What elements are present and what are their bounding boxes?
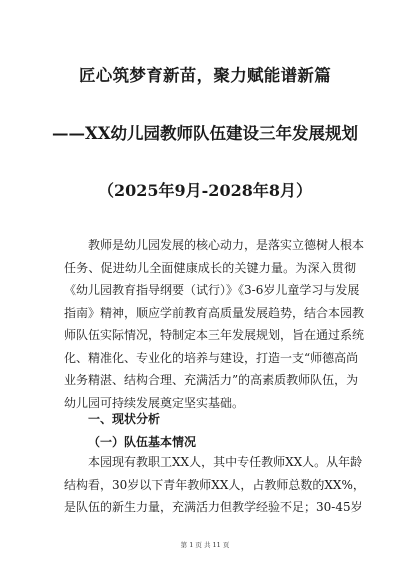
- document-date-range: （2025年9月-2028年8月）: [98, 181, 312, 200]
- document-title: 匠心筑梦育新苗，聚力赋能谱新篇: [79, 66, 331, 85]
- text-line: 《幼儿园教育指导纲要（试行）》《3-6岁儿童学习与发展: [64, 283, 360, 297]
- text-line: 指南》精神，顺应学前教育高质量发展趋势，结合本园教: [64, 305, 365, 320]
- text-line: 教师是幼儿园发展的核心动力，是落实立德树人根本: [88, 238, 365, 252]
- text-line: 结构看，30岁以下青年教师XX人，占教师总数的XX%，: [64, 477, 365, 492]
- text-line: 师队伍实际情况，特制定本三年发展规划，旨在通过系统: [64, 328, 365, 342]
- document-subtitle: ——XX幼儿园教师队伍建设三年发展规划: [51, 124, 359, 143]
- text-line: 本园现有教职工XX人，其中专任教师XX人。从年龄: [88, 455, 363, 469]
- section-heading: 一、现状分析: [88, 412, 161, 426]
- text-line: 业务精湛、结构合理、充满活力”的高素质教师队伍，为: [64, 373, 359, 387]
- text-line: 任务、促进幼儿全面健康成长的关键力量。为深入贯彻: [64, 260, 356, 275]
- text-line: 是队伍的新生力量，充满活力但教学经验不足；30-45岁: [64, 500, 363, 514]
- text-line: 幼儿园可持续发展奠定坚实基础。: [64, 395, 245, 410]
- body-paragraph: [64, 451, 365, 519]
- intro-paragraph: [64, 234, 365, 414]
- page-footer: 第 1 页 共 11 页: [180, 541, 230, 549]
- subsection-heading: （一）队伍基本情况: [88, 435, 197, 449]
- text-line: 化、精准化、专业化的培养与建设，打造一支“师德高尚: [64, 350, 359, 365]
